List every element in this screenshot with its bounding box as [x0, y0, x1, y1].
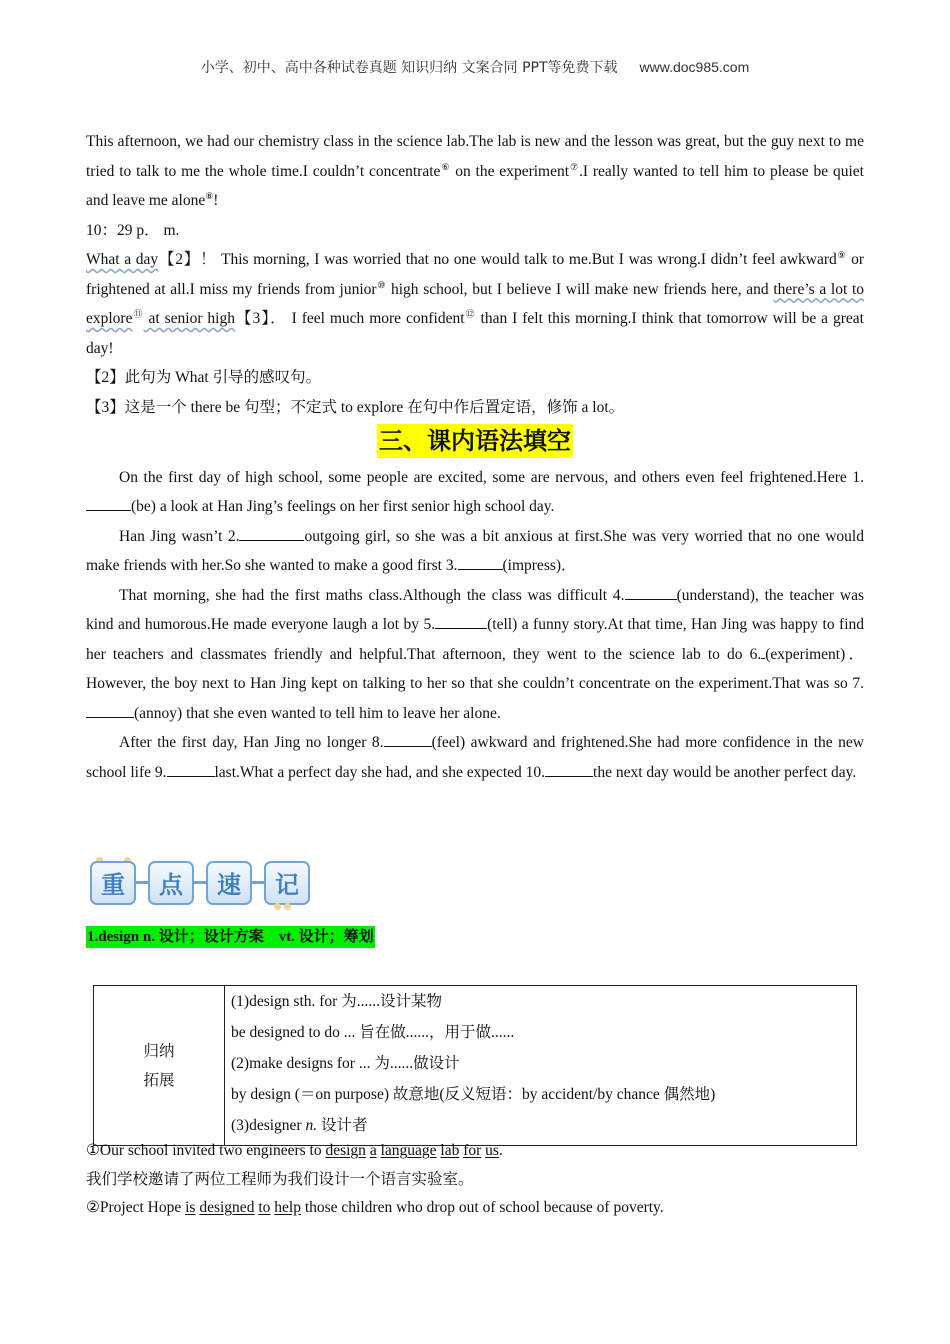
- text-run: (annoy) that she even wanted to tell him to leave her alone.: [134, 704, 501, 722]
- examples: [86, 1137, 886, 1223]
- footnote-marker: ⑧: [205, 190, 214, 201]
- underlined-word: a: [369, 1142, 377, 1159]
- header-url[interactable]: www.doc985.com: [639, 59, 750, 75]
- key-points-banner: [90, 857, 316, 911]
- footnote-marker: ⑪: [132, 308, 144, 319]
- grammar-paragraph-4: [86, 728, 864, 787]
- blank-10[interactable]: [545, 758, 593, 777]
- text-run: (experiment)． However, the boy next to Han Jing kept on talking to her so that she couldn’t concentrate on the experiment.That was so 7.: [86, 645, 865, 692]
- text-run: ． I feel much more confident: [270, 310, 465, 327]
- table-label: 归纳: [143, 1042, 175, 1060]
- note-ref: 【2】: [158, 251, 201, 268]
- text-run: ②Project Hope: [86, 1199, 186, 1216]
- underlined-word: is: [185, 1199, 196, 1216]
- blank-9[interactable]: [167, 758, 215, 777]
- highlight-phrase: there’s a lot to explore: [86, 280, 865, 327]
- footnote-marker: ⑩: [376, 279, 387, 290]
- grammar-paragraph-3: [86, 581, 864, 729]
- highlight-phrase: at senior high: [143, 310, 235, 327]
- text-run: last.What a perfect day she had, and she expected 10.: [214, 763, 546, 781]
- footnote-marker: ⑥: [440, 161, 451, 172]
- table-line: (2)make designs for ... 为......做设计: [231, 1055, 460, 1072]
- text-run: the next day would be another perfect day.: [593, 763, 857, 781]
- text-run: or frightened at all.I miss my friends from junior: [86, 251, 864, 298]
- text-run: (be) a look at Han Jing’s feelings on her first senior high school day.: [131, 498, 555, 515]
- passage-paragraph-1: [86, 127, 864, 216]
- section-title-text: 三、课内语法填空: [377, 424, 573, 458]
- passage-paragraph-2: [86, 245, 864, 363]
- banner-dot: [274, 903, 281, 910]
- footnote-marker: ⑫: [464, 308, 476, 319]
- main-content: [86, 127, 864, 787]
- text-run: That morning, she had the first maths class.Although the class was difficult 4.: [119, 586, 625, 604]
- text-run: ！ This morning, I was worried that no one would talk to me.But I was wrong.I didn’t feel awkward: [200, 251, 837, 268]
- banner-char: 点: [148, 861, 194, 905]
- blank-1[interactable]: [86, 492, 131, 511]
- banner-dot: [284, 903, 291, 910]
- header-text: 小学、初中、高中各种试卷真题 知识归纳 文案合同 PPT等免费下载: [200, 60, 618, 76]
- text-run: !: [213, 192, 219, 209]
- underlined-word: designed: [199, 1199, 255, 1216]
- blank-8[interactable]: [384, 728, 432, 747]
- text-run: (tell) a funny story.At that time, Han Jing was happy to find her teachers and classmates friendly and helpful.That afternoon, they went to the science lab to do 6.: [86, 616, 864, 663]
- footnote-marker: ⑦: [569, 161, 580, 172]
- text-run: ①Our school invited two engineers to: [86, 1142, 326, 1159]
- underlined-word: language: [380, 1142, 437, 1159]
- blank-2[interactable]: [239, 522, 304, 541]
- blank-7[interactable]: [86, 699, 134, 718]
- underlined-word: for: [463, 1142, 482, 1159]
- underlined-word: help: [274, 1199, 301, 1216]
- expansion-table: [93, 985, 857, 1146]
- table-label-cell: [94, 986, 225, 1146]
- text-run: high school, but I believe I will make new friends here, and: [386, 280, 774, 298]
- text-run: .I really wanted to tell him to please be quiet and leave me alone: [86, 162, 864, 209]
- banner-char: 重: [90, 861, 136, 905]
- banner-char: 记: [264, 861, 310, 905]
- text-run: outgoing girl, so she was a bit anxious at first.She was very worried that no one would make friends with her.So she wanted to make a good first 3.: [86, 527, 864, 574]
- table-body-cell: [225, 986, 857, 1146]
- banner-char: 速: [206, 861, 252, 905]
- highlight-phrase: What a day: [86, 251, 159, 268]
- text-run: (impress)．: [502, 557, 577, 574]
- text-run: Han Jing wasn’t 2.: [119, 527, 240, 545]
- example-1-translation: 我们学校邀请了两位工程师为我们设计一个语言实验室。: [86, 1170, 474, 1188]
- table-line: (1)design sth. for 为......设计某物: [231, 993, 442, 1010]
- diary-time: 10：29 p． m.: [86, 221, 180, 239]
- note-3: 【3】这是一个 there be 句型；不定式 to explore 在句中作后置定语，修饰 a lot。: [86, 398, 625, 416]
- underlined-word: design: [325, 1142, 366, 1159]
- footnote-marker: ⑨: [836, 249, 847, 260]
- text-run: 设计者: [317, 1117, 368, 1134]
- text-run: than I felt this morning.I think that tomorrow will be a great day!: [86, 310, 864, 357]
- note-2: 【2】此句为 What 引导的感叹句。: [86, 369, 322, 386]
- note-ref: 【3】: [234, 310, 271, 327]
- section-title: [86, 424, 864, 460]
- text-run: This afternoon, we had our chemistry class in the science lab.The lab is new and the lesson was great, but the guy next to me tried to talk to me the whole time.I couldn’t concentrate: [86, 133, 864, 180]
- text-run: .: [498, 1142, 503, 1159]
- text-run: (feel) awkward and frightened.She had more confidence in the new school life 9.: [86, 734, 864, 781]
- blank-4[interactable]: [625, 581, 677, 600]
- table-line: by design (＝on purpose) 故意地(反义短语：by accident/by chance 偶然地): [231, 1086, 716, 1103]
- underlined-word: to: [258, 1199, 271, 1216]
- example-2: [86, 1194, 886, 1223]
- text-run: those children who drop out of school because of poverty.: [300, 1199, 664, 1216]
- text-run: (understand), the teacher was kind and humorous.He made everyone laugh a lot by 5.: [86, 586, 864, 633]
- underlined-word: lab: [440, 1142, 460, 1159]
- grammar-paragraph-2: [86, 522, 864, 581]
- example-1: [86, 1137, 886, 1166]
- text-run: (3)designer: [231, 1117, 306, 1134]
- blank-5[interactable]: [435, 610, 487, 629]
- underlined-word: us: [485, 1142, 499, 1159]
- keyword-heading: 1.design n. 设计；设计方案 vt. 设计；筹划: [86, 926, 375, 948]
- text-run: On the first day of high school, some people are excited, some are nervous, and others even feel frightened.Here 1.: [119, 468, 864, 486]
- blank-3[interactable]: [458, 551, 503, 570]
- table-label: 拓展: [143, 1071, 175, 1089]
- text-run: on the experiment: [450, 162, 570, 180]
- text-run: After the first day, Han Jing no longer 8.: [119, 734, 384, 751]
- text-run: n.: [305, 1117, 318, 1134]
- table-line: be designed to do ... 旨在做......，用于做......: [231, 1024, 515, 1041]
- grammar-paragraph-1: [86, 463, 864, 522]
- page-header: [0, 57, 950, 77]
